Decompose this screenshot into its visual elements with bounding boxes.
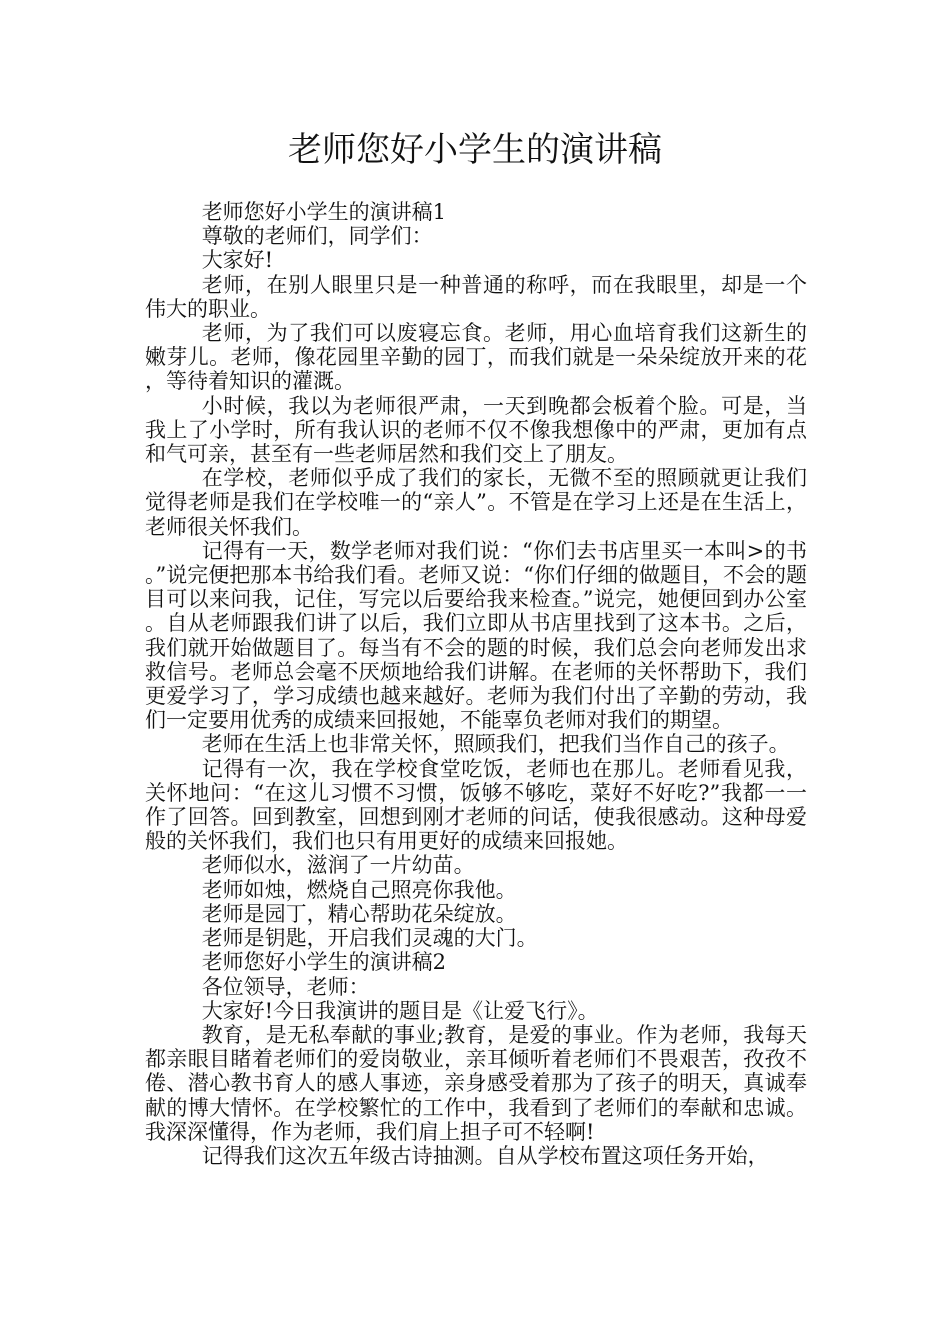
document-title: 老师您好小学生的演讲稿: [288, 130, 662, 170]
paragraph: 老师，在别人眼里只是一种普通的称呼，而在我眼里，却是一个伟大的职业。: [145, 272, 807, 321]
paragraph: 老师在生活上也非常关怀，照顾我们，把我们当作自己的孩子。: [201, 732, 790, 757]
paragraph: 老师是钥匙，开启我们灵魂的大门。: [201, 926, 538, 951]
paragraph: 尊敬的老师们，同学们：: [201, 224, 433, 249]
paragraph: 老师，为了我们可以废寝忘食。老师，用心血培育我们这新生的嫩芽儿。老师，像花园里辛勤的园丁，而我们就是一朵朵绽放开来的花，等待着知识的灌溉。: [145, 321, 807, 394]
paragraph: 老师您好小学生的演讲稿2: [201, 950, 447, 975]
paragraph: 老师似水，滋润了一片幼苗。: [201, 853, 475, 878]
paragraph: 记得我们这次五年级古诗抽测。自从学校布置这项任务开始，: [201, 1143, 769, 1168]
paragraph: 老师您好小学生的演讲稿1: [201, 200, 447, 224]
paragraph: 大家好!今日我演讲的题目是《让爱飞行》。: [201, 998, 599, 1023]
paragraph: 记得有一次，我在学校食堂吃饭，老师也在那儿。老师看见我，关怀地问：“在这儿习惯不习惯，饭够不够吃，菜好不好吃?”我都一一作了回答。回到教室，回想到刚才老师的问话，使我很感动。这种母爱般的关怀我们，我们也只有用更好的成绩来回报她。: [145, 756, 807, 854]
paragraph: 在学校，老师似乎成了我们的家长，无微不至的照顾就更让我们觉得老师是我们在学校唯一的“亲人”。不管是在学习上还是在生活上，老师很关怀我们。: [145, 466, 807, 539]
paragraph: 教育，是无私奉献的事业;教育，是爱的事业。作为老师，我每天都亲眼目睹着老师们的爱岗敬业，亲耳倾听着老师们不畏艰苦，孜孜不倦、潜心教书育人的感人事迹，亲身感受着那为了孩子的明天，真诚奉献的博大情怀。在学校繁忙的工作中，我看到了老师们的奉献和忠诚。我深深懂得，作为老师，我们肩上担子可不轻啊!: [145, 1022, 807, 1144]
paragraph: 记得有一天，数学老师对我们说：“你们去书店里买一本叫>的书。”说完便把那本书给我们看。老师又说：“你们仔细的做题目，不会的题目可以来问我，记住，写完以后要给我来检查。”说完，她便回到办公室。自从老师跟我们讲了以后，我们立即从书店里找到了这本书。之后，我们就开始做题目了。每当有不会的题的时候，我们总会向老师发出求救信号。老师总会毫不厌烦地给我们讲解。在老师的关怀帮助下，我们更爱学习了，学习成绩也越来越好。老师为我们付出了辛勤的劳动，我们一定要用优秀的成绩来回报她，不能辜负老师对我们的期望。: [145, 538, 807, 733]
paragraph: 老师是园丁，精心帮助花朵绽放。: [201, 901, 517, 926]
paragraph: 老师如烛，燃烧自己照亮你我他。: [201, 877, 517, 902]
paragraph: 小时候，我以为老师很严肃，一天到晚都会板着个脸。可是，当我上了小学时，所有我认识的老师不仅不像我想像中的严肃，更加有点和气可亲，甚至有一些老师居然和我们交上了朋友。: [145, 393, 807, 467]
paragraph: 各位领导，老师：: [201, 974, 370, 999]
document-body: [145, 200, 807, 1168]
paragraph: 大家好!: [201, 248, 274, 273]
